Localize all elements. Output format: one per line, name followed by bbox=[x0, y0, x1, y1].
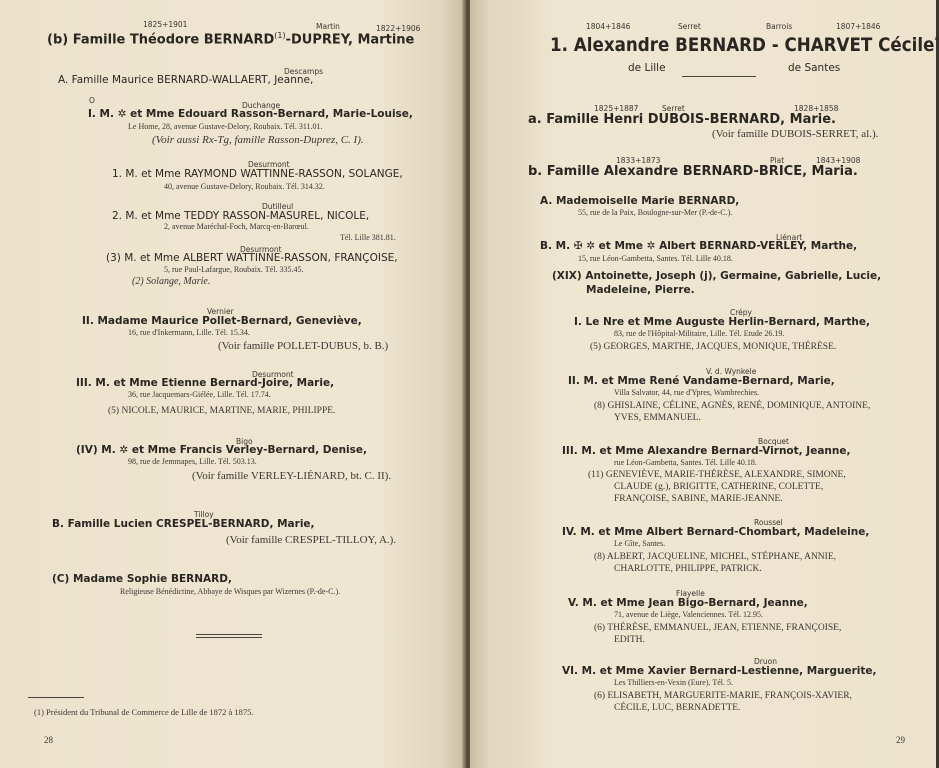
c-addr: Religieuse Bénédictine, Abbaye de Wisques par Wizernes (P.-de-C.). bbox=[120, 587, 341, 596]
riv-line: IV. M. et Mme Albert Bernard-Chombart, Madeleine, bbox=[562, 526, 870, 538]
ii-line: II. Madame Maurice Pollet-Bernard, Geneviève, bbox=[82, 315, 362, 327]
iv-line: (IV) M. ✲ et Mme Francis Verley-Bernard, Denise, bbox=[76, 444, 368, 456]
rii-addr: Villa Salvator, 44, rue d'Ypres, Wambrechies. bbox=[614, 388, 760, 397]
r-header-dates-1: 1804+1846 bbox=[586, 22, 631, 31]
i-line: I. M. ✲ et Mme Edouard Rasson-Bernard, Marie-Louise, bbox=[88, 108, 413, 120]
rB-line: B. M. ✠ ✲ et Mme ✲ Albert BERNARD-VERLEY, Marthe, bbox=[540, 240, 858, 252]
riv-addr: Le Gîte, Santes. bbox=[614, 539, 666, 548]
rA-line: A. Mademoiselle Marie BERNARD, bbox=[540, 195, 740, 207]
ra-dates-1: 1825+1887 bbox=[594, 104, 639, 113]
i2-addr: 2, avenue Maréchal-Foch, Marcq-en-Barœul. bbox=[164, 222, 309, 231]
section-divider bbox=[196, 634, 262, 635]
xix-line: (XIX) Antoinette, Joseph (j), Germaine, Gabrielle, Lucie, bbox=[552, 270, 882, 282]
right-page bbox=[470, 0, 939, 768]
ra-dates-2: Serret bbox=[662, 104, 685, 113]
r-from-right: de Santes bbox=[788, 62, 841, 74]
iv-ref: (Voir famille VERLEY-LIÉNARD, bt. C. II). bbox=[192, 470, 392, 482]
ii-ref: (Voir famille POLLET-DUBUS, b. B.) bbox=[218, 340, 389, 352]
ri-addr: 83, rue de l'Hôpital-Militaire, Lille. Tél. Etude 26.19. bbox=[614, 329, 785, 338]
iii-children: (5) NICOLE, MAURICE, MARTINE, MARIE, PHILIPPE. bbox=[108, 406, 336, 416]
i2-tel: Tél. Lille 381.81. bbox=[340, 233, 396, 242]
ra-dates-3: 1828+1858 bbox=[794, 104, 839, 113]
rB-addr: 15, rue Léon-Gambetta, Santes. Tél. Lille 40.18. bbox=[578, 254, 733, 263]
ii-addr: 16, rue d'Inkermann, Lille. Tél. 15.34. bbox=[128, 328, 250, 337]
i1-line: 1. M. et Mme RAYMOND WATTINNE-RASSON, SOLANGE, bbox=[112, 168, 403, 180]
riii-super: Bocquet bbox=[758, 437, 789, 446]
footnote: (1) Président du Tribunal de Commerce de Lille de 1872 à 1875. bbox=[34, 707, 254, 717]
riv-super: Roussel bbox=[754, 518, 783, 527]
title-text: (b) Famille Théodore BERNARD bbox=[47, 32, 275, 48]
header-dates-3: 1822+1906 bbox=[376, 24, 421, 33]
rv-children-2: EDITH. bbox=[614, 635, 645, 645]
i3-super: Desurmont bbox=[240, 245, 282, 254]
iv-super: Bigo bbox=[236, 437, 253, 446]
rb-dates-2: Plat bbox=[770, 156, 785, 165]
rvi-line: VI. M. et Mme Xavier Bernard-Lestienne, Marguerite, bbox=[562, 665, 877, 677]
rvi-addr: Les Thilliers-en-Vexin (Eure). Tél. 5. bbox=[614, 678, 733, 687]
title-end: -DUPREY, Martine bbox=[285, 32, 415, 48]
i3-child: (2) Solange, Marie. bbox=[132, 276, 211, 287]
i-ref: (Voir aussi Rx-Tg, famille Rasson-Duprez, C. I). bbox=[152, 134, 364, 146]
b-super: Tilloy bbox=[194, 510, 214, 519]
page-number-left: 28 bbox=[44, 735, 53, 745]
ri-super: Crépy bbox=[730, 308, 752, 317]
section-divider-2 bbox=[196, 637, 262, 638]
iii-super: Desurmont bbox=[252, 370, 294, 379]
rv-addr: 71, avenue de Liège, Valenciennes. Tél. 12.95. bbox=[614, 610, 763, 619]
i3-line: (3) M. et Mme ALBERT WATTINNE-RASSON, FRANÇOISE, bbox=[106, 252, 398, 264]
r-title-text: 1. Alexandre BERNARD - CHARVET Cécile bbox=[550, 34, 935, 56]
r-from-left: de Lille bbox=[628, 62, 666, 74]
riv-children-2: CHARLOTTE, PHILIPPE, PATRICK. bbox=[614, 564, 762, 574]
rvi-children-2: CÉCILE, LUC, BERNADETTE. bbox=[614, 703, 741, 713]
rvi-children: (6) ELISABETH, MARGUERITE-MARIE, FRANÇOIS-XAVIER, bbox=[594, 691, 852, 701]
b-ref: (Voir famille CRESPEL-TILLOY, A.). bbox=[226, 534, 397, 546]
iii-line: III. M. et Mme Etienne Bernard-Joire, Marie, bbox=[76, 377, 335, 389]
iii-addr: 36, rue Jacquemars-Giélée, Lille. Tél. 17.74. bbox=[128, 390, 271, 399]
riii-addr: rue Léon-Gambetta, Santes. Tél. Lille 40.18. bbox=[614, 458, 757, 467]
rii-line: II. M. et Mme René Vandame-Bernard, Marie, bbox=[568, 375, 835, 387]
i-super-o: O bbox=[89, 96, 95, 105]
riv-children: (8) ALBERT, JACQUELINE, MICHEL, STÉPHANE, ANNIE, bbox=[594, 552, 837, 562]
r-header-dates-4: 1807+1846 bbox=[836, 22, 881, 31]
left-page-title bbox=[47, 31, 414, 47]
a-line: A. Famille Maurice BERNARD-WALLAERT, Jeanne, bbox=[58, 74, 314, 86]
i3-addr: 5, rue Paul-Lafargue, Roubaix. Tél. 335.45. bbox=[164, 265, 304, 274]
rB-super: Liénart bbox=[776, 233, 803, 242]
ra-ref: (Voir famille DUBOIS-SERRET, al.). bbox=[712, 128, 879, 140]
rb-dates-3: 1843+1908 bbox=[816, 156, 861, 165]
c-line: (C) Madame Sophie BERNARD, bbox=[52, 573, 232, 585]
rb-line: b. Famille Alexandre BERNARD-BRICE, Maria. bbox=[528, 164, 858, 179]
riii-children-2: CLAUDE (g.), BRIGITTE, CATHERINE, COLETTE, bbox=[614, 482, 824, 492]
rv-children: (6) THÉRÈSE, EMMANUEL, JEAN, ETIENNE, FRANÇOISE, bbox=[594, 623, 842, 633]
rii-super: V. d. Wynkele bbox=[706, 367, 757, 376]
ri-line: I. Le Nre et Mme Auguste Herlin-Bernard, Marthe, bbox=[574, 316, 870, 328]
right-page-title bbox=[550, 34, 939, 56]
iv-addr: 98, rue de Jemmapes, Lille. Tél. 503.13. bbox=[128, 457, 257, 466]
rii-children-2: YVES, EMMANUEL. bbox=[614, 413, 701, 423]
rv-super: Flayelle bbox=[676, 589, 705, 598]
footnote-rule bbox=[28, 697, 84, 698]
a-super: Descamps bbox=[284, 67, 323, 76]
r-header-dates-2: Serret bbox=[678, 22, 701, 31]
xix-line-2: Madeleine, Pierre. bbox=[586, 284, 695, 296]
rvi-super: Druon bbox=[754, 657, 777, 666]
i2-super: Dutilleul bbox=[262, 202, 294, 211]
riii-children-3: FRANÇOISE, SABINE, MARIE-JEANNE. bbox=[614, 494, 783, 504]
ra-line: a. Famille Henri DUBOIS-BERNARD, Marie. bbox=[528, 112, 836, 127]
left-page bbox=[0, 0, 466, 768]
i-addr: Le Home, 28, avenue Gustave-Delory, Roubaix. Tél. 311.01. bbox=[128, 122, 323, 131]
rii-children: (8) GHISLAINE, CÉLINE, AGNÈS, RENÉ, DOMINIQUE, ANTOINE, bbox=[594, 401, 871, 411]
page-number-right: 29 bbox=[896, 735, 905, 745]
ii-super: Vernier bbox=[207, 307, 234, 316]
r-header-dates-3: Barrois bbox=[766, 22, 793, 31]
r-header-underline bbox=[682, 76, 756, 77]
ri-children: (5) GEORGES, MARTHE, JACQUES, MONIQUE, THÉRÈSE. bbox=[590, 342, 837, 352]
rb-dates-1: 1833+1873 bbox=[616, 156, 661, 165]
footnote-mark: (1) bbox=[274, 31, 286, 40]
riii-line: III. M. et Mme Alexandre Bernard-Virnot, Jeanne, bbox=[562, 445, 851, 457]
i-super: Duchange bbox=[242, 101, 281, 110]
i2-line: 2. M. et Mme TEDDY RASSON-MASUREL, NICOLE, bbox=[112, 210, 370, 222]
header-dates-2: Martin bbox=[316, 22, 340, 31]
i1-addr: 40, avenue Gustave-Delory, Roubaix. Tél. 314.32. bbox=[164, 182, 325, 191]
rv-line: V. M. et Mme Jean Bigo-Bernard, Jeanne, bbox=[568, 597, 808, 609]
riii-children: (11) GENEVIÈVE, MARIE-THÉRÈSE, ALEXANDRE, SIMONE, bbox=[588, 470, 846, 480]
r-title-star: * bbox=[934, 35, 939, 47]
rA-addr: 55, rue de la Paix, Boulogne-sur-Mer (P.-de-C.). bbox=[578, 208, 733, 217]
header-dates-1: 1825+1901 bbox=[143, 20, 188, 29]
b-line: B. Famille Lucien CRESPEL-BERNARD, Marie, bbox=[52, 518, 315, 530]
i1-super: Desurmont bbox=[248, 160, 290, 169]
